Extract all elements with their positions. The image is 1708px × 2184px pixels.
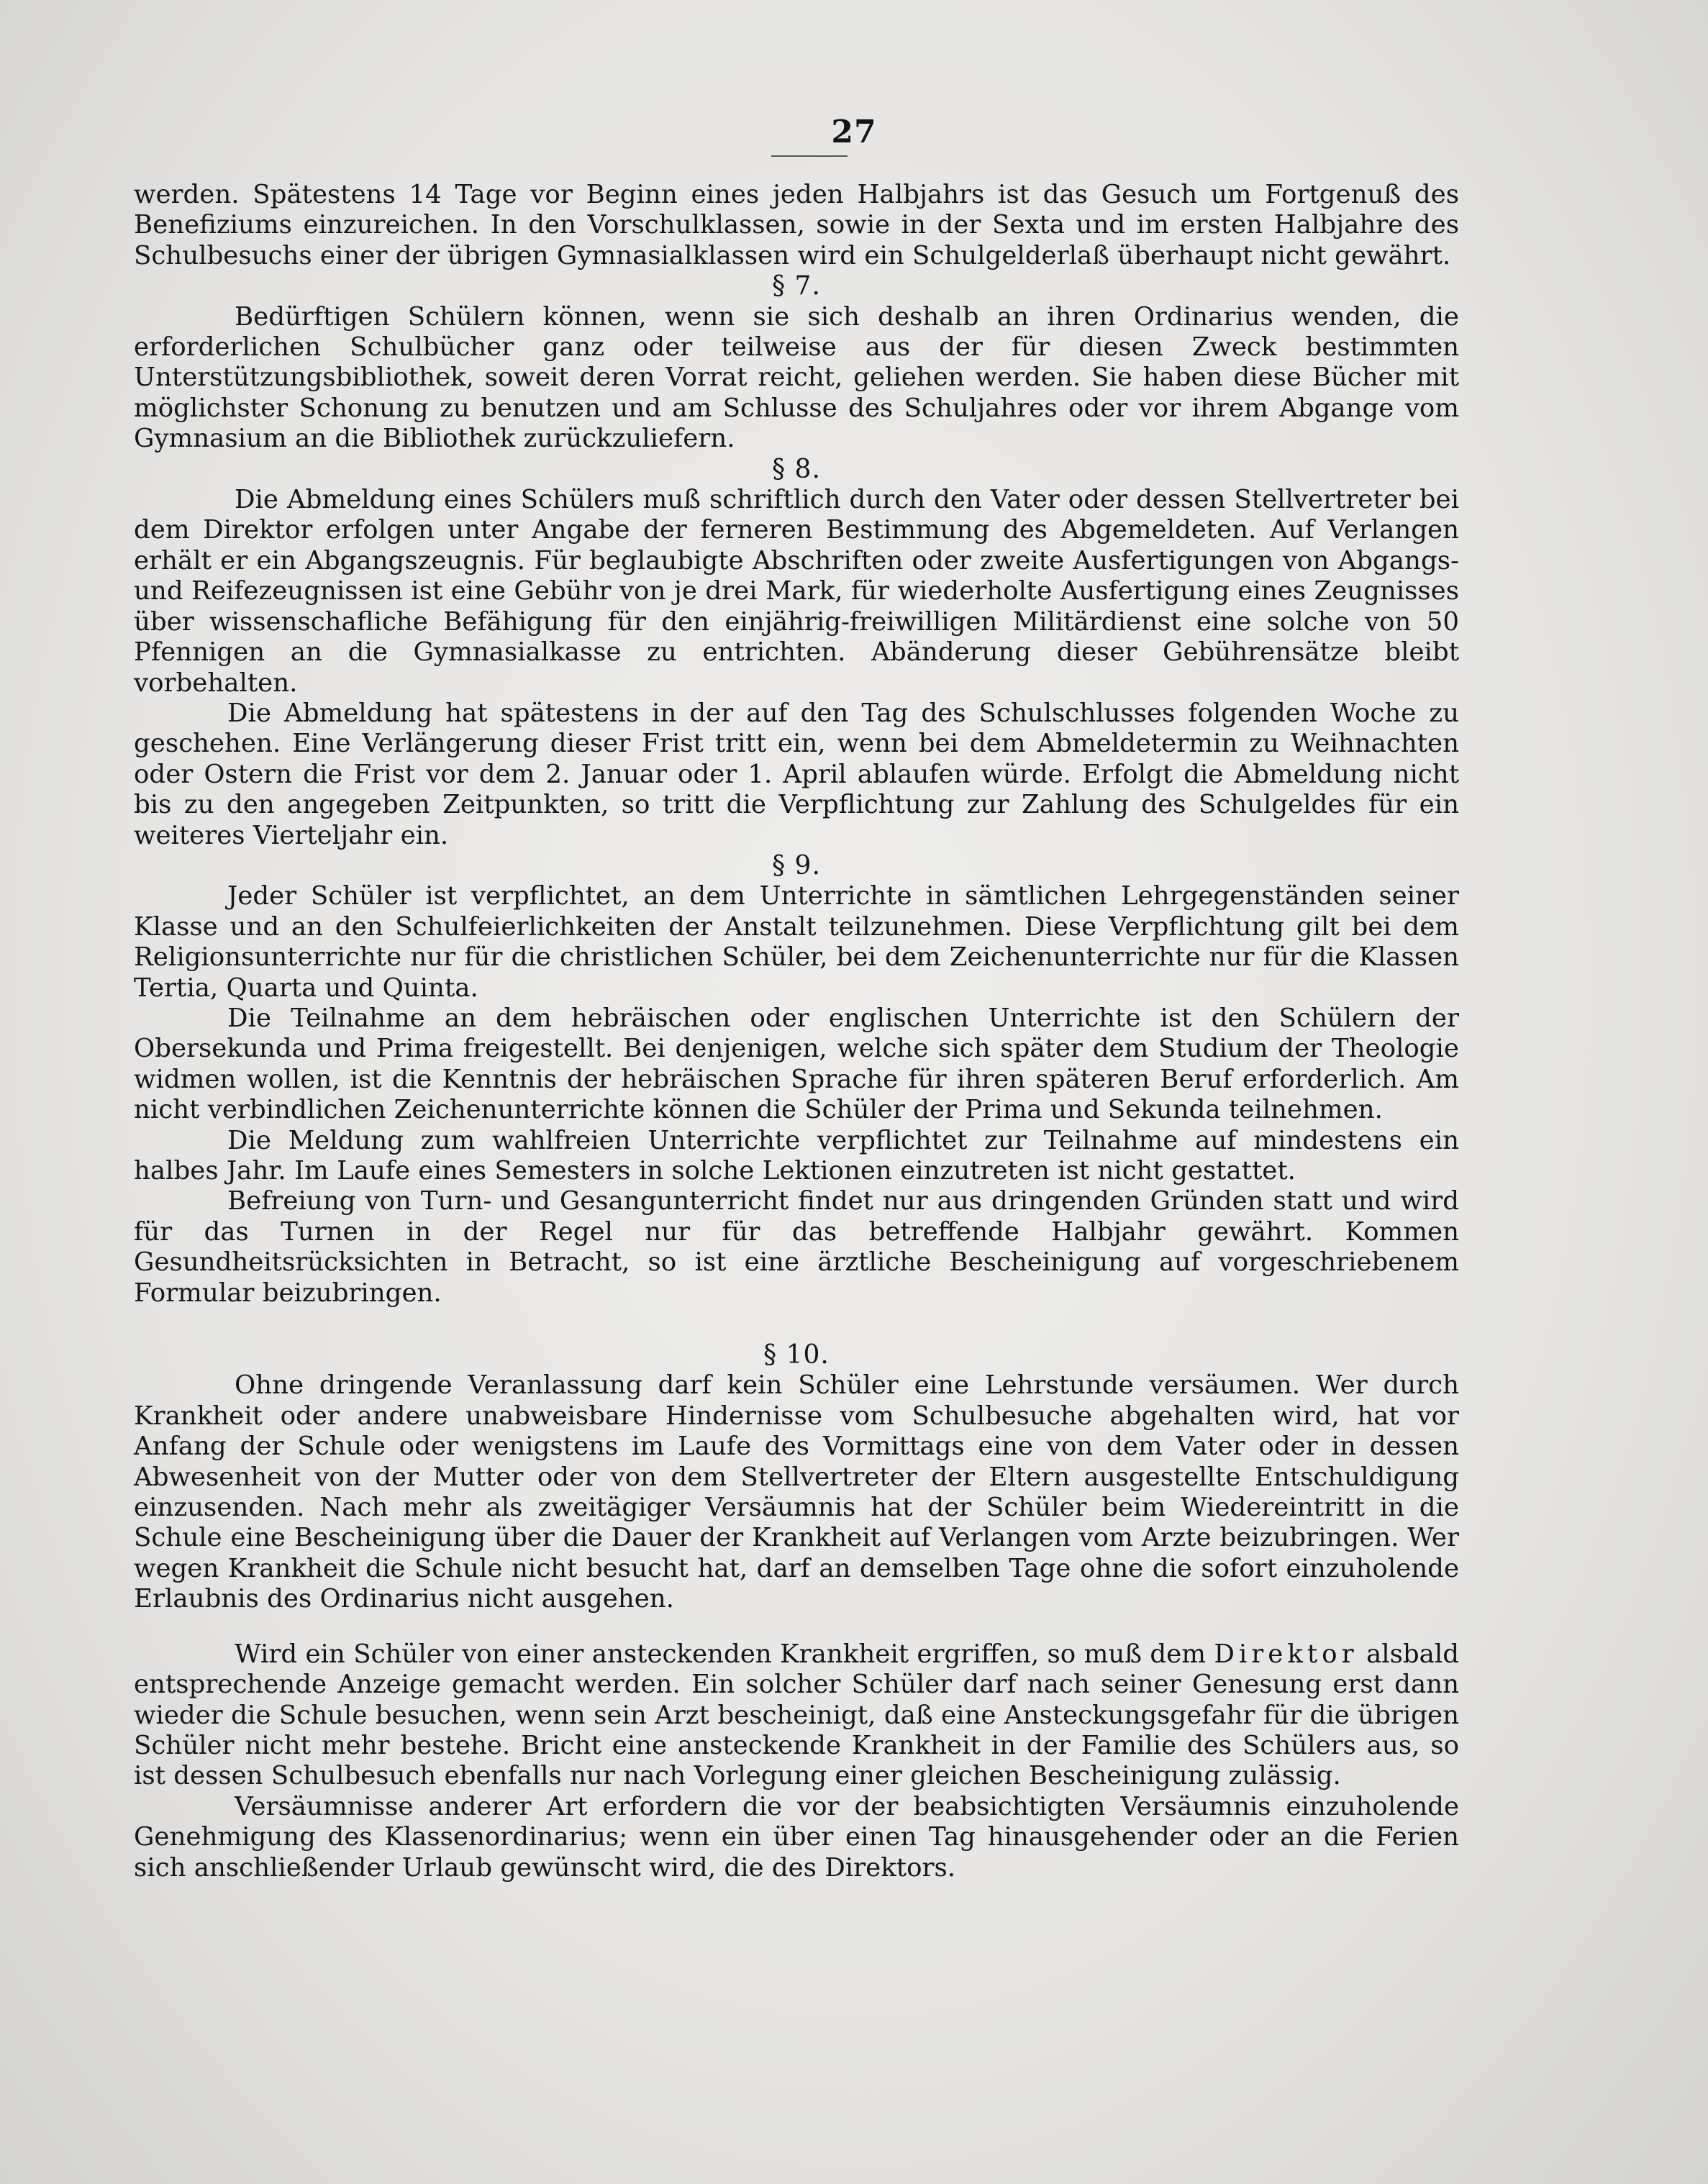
paragraph [134,1639,1459,1792]
paragraph: werden. Spätestens 14 Tage vor Beginn eines jeden Halbjahrs ist das Gesuch um Fortgenuß des Benefiziums einzureichen. In den Vorschulklassen, sowie in der Sexta und im ersten Halbjahre des Schulbesuchs einer der übrigen Gymnasialklassen wird ein Schulgelderlaß überhaupt nicht gewährt. [134,180,1459,270]
paragraph: Die Abmeldung eines Schülers muß schriftlich durch den Vater oder dessen Stellvertreter bei dem Direktor erfolgen unter Angabe der ferneren Bestimmung des Abgemeldeten. Auf Verlangen erhält er ein Abgangszeugnis. Für beglaubigte Abschriften oder zweite Ausfertigungen von Abgangs- und Reifezeugnissen ist eine Gebühr von je drei Mark, für wiederholte Ausfertigung eines Zeugnisses über wissenschafliche Befähigung für den einjährig-freiwilligen Militärdienst eine solche von 50 Pfennigen an die Gymnasialkasse zu entrichten. Abänderung dieser Gebührensätze bleibt vorbehalten. [134,485,1459,698]
paragraph: Jeder Schüler ist verpflichtet, an dem Unterrichte in sämtlichen Lehrgegenständen seiner Klasse und an den Schulfeierlichkeiten der Anstalt teilzunehmen. Diese Verpflichtung gilt bei dem Religionsunterrichte nur für die christlichen Schüler, bei dem Zeichenunterrichte nur für die Klassen Tertia, Quarta und Quinta. [134,881,1459,1003]
paragraph: Die Meldung zum wahlfreien Unterrichte verpflichtet zur Teilnahme auf mindestens ein halbes Jahr. Im Laufe eines Semesters in solche Lektionen einzutreten ist nicht gestattet. [134,1125,1459,1186]
paragraph: Bedürftigen Schülern können, wenn sie sich deshalb an ihren Ordinarius wenden, die erforderlichen Schulbücher ganz oder teilweise aus der für diesen Zweck bestimmten Unterstützungsbibliothek, soweit deren Vorrat reicht, geliehen werden. Sie haben diese Bücher mit möglichster Schonung zu benutzen und am Schlusse des Schuljahres oder vor ihrem Abgange vom Gymnasium an die Bibliothek zurückzuliefern. [134,301,1459,454]
section-heading: § 9. [772,850,821,881]
paragraph: Ohne dringende Veranlassung darf kein Schüler eine Lehrstunde versäumen. Wer durch Krankheit oder andere unabweisbare Hindernisse vom Schulbesuche abgehalten wird, hat vor Anfang der Schule oder wenigstens im Laufe des Vormittags eine von dem Vater oder in dessen Abwesenheit von der Mutter oder von dem Stellvertreter der Eltern ausgestellte Entschuldigung einzusenden. Nach mehr als zweitägiger Versäumnis hat der Schüler beim Wiedereintritt in die Schule eine Bescheinigung über die Dauer der Krankheit auf Verlangen vom Arzte beizubringen. Wer wegen Krankheit die Schule nicht besucht hat, darf an demselben Tage ohne die sofort einzuholende Erlaubnis des Ordinarius nicht ausgehen. [134,1370,1459,1614]
section-heading: § 7. [772,271,821,301]
paragraph: Die Abmeldung hat spätestens in der auf den Tag des Schulschlusses folgenden Woche zu geschehen. Eine Verlängerung dieser Frist tritt ein, wenn bei dem Abmeldetermin zu Weihnachten oder Ostern die Frist vor dem 2. Januar oder 1. April ablaufen würde. Erfolgt die Abmeldung nicht bis zu den angegeben Zeitpunkten, so tritt die Verpflichtung zur Zahlung des Schulgeldes für ein weiteres Vierteljahr ein. [134,698,1459,850]
emphasized-word: Direktor [1214,1639,1358,1669]
section-heading: § 10. [763,1340,830,1370]
paragraph-text: alsbald entsprechende Anzeige gemacht werden. Ein solcher Schüler darf nach seiner Genesung erst dann wieder die Schule besuchen, wenn sein Arzt bescheinigt, daß eine Ansteckungsgefahr für die übrigen Schüler nicht mehr bestehe. Bricht eine ansteckende Krankheit in der Familie des Schülers aus, so ist dessen Schulbesuch ebenfalls nur nach Vorlegung einer gleichen Bescheinigung zulässig. [134,1639,1459,1791]
section-heading: § 8. [772,454,821,484]
document-body [134,180,1459,1883]
paragraph: Versäumnisse anderer Art erfordern die vor der beabsichtigten Versäumnis einzuholende Genehmigung des Klassenordinarius; wenn ein über einen Tag hinausgehender oder an die Ferien sich anschließender Urlaub gewünscht wird, die des Direktors. [134,1791,1459,1883]
paragraph: Die Teilnahme an dem hebräischen oder englischen Unterrichte ist den Schülern der Obersekunda und Prima freigestellt. Bei denjenigen, welche sich später dem Studium der Theologie widmen wollen, ist die Kenntnis der hebräischen Sprache für ihren späteren Beruf erforderlich. Am nicht verbindlichen Zeichenunterrichte können die Schüler der Prima und Sekunda teilnehmen. [134,1003,1459,1125]
page-number-rule [771,155,848,157]
paragraph-text: Wird ein Schüler von einer ansteckenden Krankheit ergriffen, so muß dem [235,1639,1214,1669]
page-number: 27 [831,114,877,150]
paragraph: Befreiung von Turn- und Gesangunterricht findet nur aus dringenden Gründen statt und wird für das Turnen in der Regel nur für das betreffende Halbjahr gewährt. Kommen Gesundheitsrücksichten in Betracht, so ist eine ärztliche Bescheinigung auf vorgeschriebenem Formular beizubringen. [134,1186,1459,1308]
